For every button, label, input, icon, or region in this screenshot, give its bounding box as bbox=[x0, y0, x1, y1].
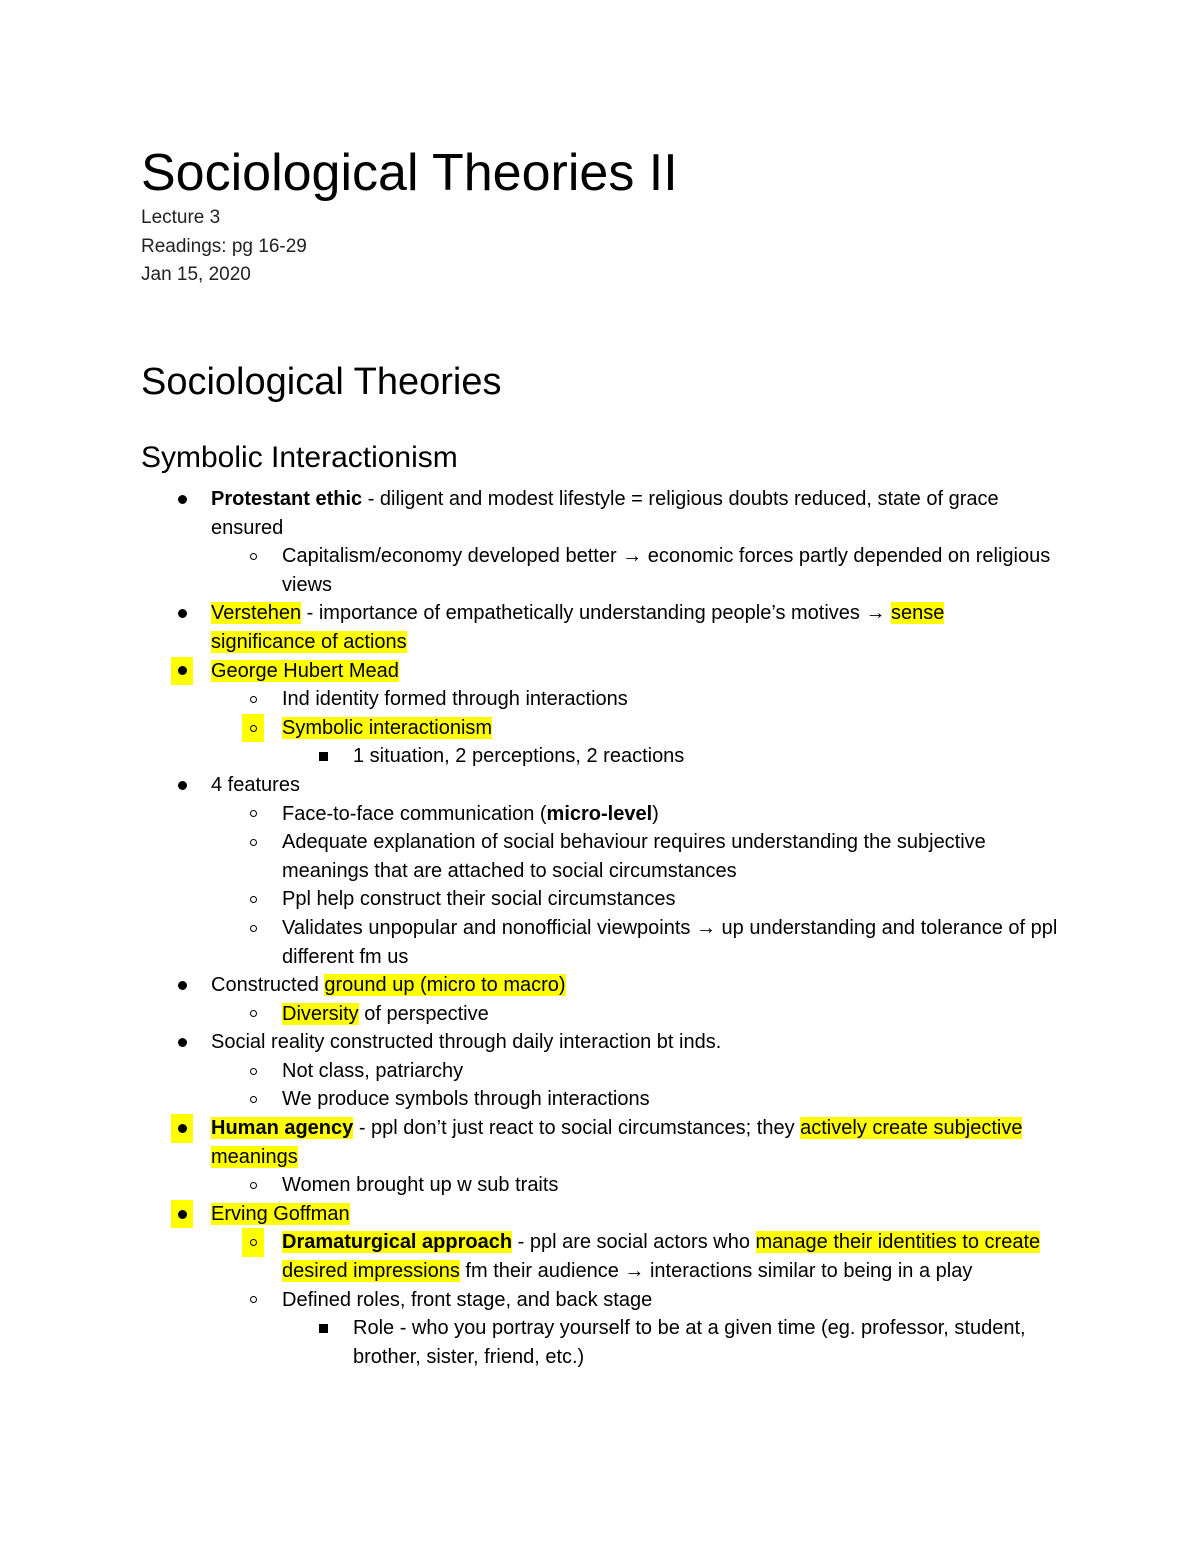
item-text: Social reality constructed through daily interaction bt inds. bbox=[211, 1031, 722, 1054]
term-human-agency: Human agency bbox=[211, 1117, 354, 1140]
bullet-disc-icon bbox=[171, 1114, 193, 1143]
highlight-text: ground up (micro to macro) bbox=[324, 974, 566, 997]
term-dramaturgical: Dramaturgical approach bbox=[282, 1231, 513, 1254]
bullet-disc-icon bbox=[175, 771, 189, 800]
item-text: Role - who you portray yourself to be at a given time (eg. professor, student, brother, sister, friend, etc.) bbox=[353, 1317, 1026, 1368]
bullet-disc-icon bbox=[171, 657, 193, 686]
list-item bbox=[211, 1200, 1031, 1229]
item-text: We produce symbols through interactions bbox=[282, 1088, 650, 1111]
list-item bbox=[211, 485, 1031, 542]
item-text: - ppl don’t just react to social circumstances; they bbox=[353, 1117, 801, 1140]
lecture-date: Jan 15, 2020 bbox=[141, 264, 251, 285]
bullet-circle-icon bbox=[246, 914, 260, 943]
item-text: Capitalism/economy developed better → economic forces partly depended on religious views bbox=[282, 545, 1051, 596]
bullet-square-icon bbox=[316, 1314, 330, 1343]
list-item bbox=[211, 971, 1031, 1000]
bullet-circle-icon bbox=[246, 1057, 260, 1086]
highlight-text: actively create subjective meanings bbox=[211, 1117, 1023, 1168]
list-item bbox=[282, 1171, 1062, 1200]
bullet-circle-icon bbox=[246, 1286, 260, 1315]
item-text: - importance of empathetically understanding people’s motives → bbox=[301, 602, 892, 625]
list-item bbox=[282, 1057, 1062, 1086]
lecture-number: Lecture 3 bbox=[141, 207, 221, 228]
list-item bbox=[282, 914, 1062, 971]
list-item bbox=[211, 1114, 1031, 1171]
item-text: of perspective bbox=[358, 1002, 489, 1025]
list-item bbox=[282, 685, 1062, 714]
bullet-disc-icon bbox=[175, 485, 189, 514]
list-item bbox=[282, 1085, 1062, 1114]
bullet-disc-icon bbox=[175, 599, 189, 628]
bullet-disc-icon bbox=[175, 1028, 189, 1057]
item-text: Women brought up w sub traits bbox=[282, 1174, 559, 1197]
bullet-circle-icon bbox=[246, 685, 260, 714]
list-item bbox=[353, 742, 1053, 771]
bullet-circle-icon bbox=[242, 1228, 264, 1257]
document-title: Sociological Theories II bbox=[141, 144, 678, 202]
notes-list bbox=[0, 485, 1200, 1371]
item-text: - diligent and modest lifestyle = religious doubts reduced, state of grace ensured bbox=[211, 488, 999, 539]
item-text: ) bbox=[652, 802, 659, 825]
item-text: - ppl are social actors who bbox=[512, 1231, 756, 1254]
list-item bbox=[282, 542, 1062, 599]
bullet-circle-icon bbox=[246, 1085, 260, 1114]
list-item bbox=[282, 1286, 1062, 1315]
term-micro-level: micro-level bbox=[546, 802, 653, 825]
list-item bbox=[211, 657, 1031, 686]
item-text: Validates unpopular and nonofficial viewpoints → up understanding and tolerance of ppl different fm us bbox=[282, 916, 1058, 968]
highlight-mead: George Hubert Mead bbox=[211, 659, 399, 682]
list-item bbox=[282, 800, 1062, 829]
list-item bbox=[211, 599, 1031, 656]
bullet-disc-icon bbox=[171, 1200, 193, 1229]
document-meta bbox=[141, 204, 307, 290]
item-text: Defined roles, front stage, and back stage bbox=[282, 1288, 653, 1311]
item-text: 4 features bbox=[211, 773, 300, 796]
highlight-text: sense significance of actions bbox=[211, 602, 945, 653]
bullet-circle-icon bbox=[246, 885, 260, 914]
subsection-heading: Symbolic Interactionism bbox=[141, 441, 458, 474]
bullet-circle-icon bbox=[246, 1000, 260, 1029]
item-text: Face-to-face communication ( bbox=[282, 802, 547, 825]
list-item bbox=[211, 771, 1031, 800]
highlight-text: Diversity bbox=[282, 1002, 359, 1025]
item-text: Not class, patriarchy bbox=[282, 1059, 464, 1082]
highlight-verstehen: Verstehen bbox=[211, 602, 302, 625]
bullet-circle-icon bbox=[246, 828, 260, 857]
highlight-goffman: Erving Goffman bbox=[211, 1202, 350, 1225]
list-item bbox=[282, 885, 1062, 914]
bullet-square-icon bbox=[316, 742, 330, 771]
item-text: Ppl help construct their social circumstances bbox=[282, 888, 676, 911]
readings: Readings: pg 16-29 bbox=[141, 235, 307, 257]
term-protestant-ethic: Protestant ethic bbox=[211, 488, 363, 510]
item-text: Ind identity formed through interactions bbox=[282, 688, 628, 711]
list-item bbox=[282, 1000, 1062, 1029]
list-item bbox=[282, 828, 1062, 885]
item-text: Constructed bbox=[211, 974, 325, 997]
bullet-disc-icon bbox=[175, 971, 189, 1000]
item-text: fm their audience → interactions similar to being in a play bbox=[459, 1260, 973, 1283]
bullet-circle-icon bbox=[242, 714, 264, 743]
item-text: Adequate explanation of social behaviour requires understanding the subjective meanings that are attached to social circumstances bbox=[282, 831, 986, 882]
section-heading: Sociological Theories bbox=[141, 361, 502, 403]
list-item bbox=[353, 1314, 1053, 1371]
list-item bbox=[282, 714, 1062, 743]
bullet-circle-icon bbox=[246, 1171, 260, 1200]
highlight-text: manage their identities to create desired impressions bbox=[282, 1231, 1041, 1283]
list-item bbox=[282, 1228, 1062, 1285]
bullet-circle-icon bbox=[246, 800, 260, 829]
bullet-circle-icon bbox=[246, 542, 260, 571]
list-item bbox=[211, 1028, 1031, 1057]
highlight-text: Symbolic interactionism bbox=[282, 716, 493, 739]
item-text: 1 situation, 2 perceptions, 2 reactions bbox=[353, 745, 685, 768]
